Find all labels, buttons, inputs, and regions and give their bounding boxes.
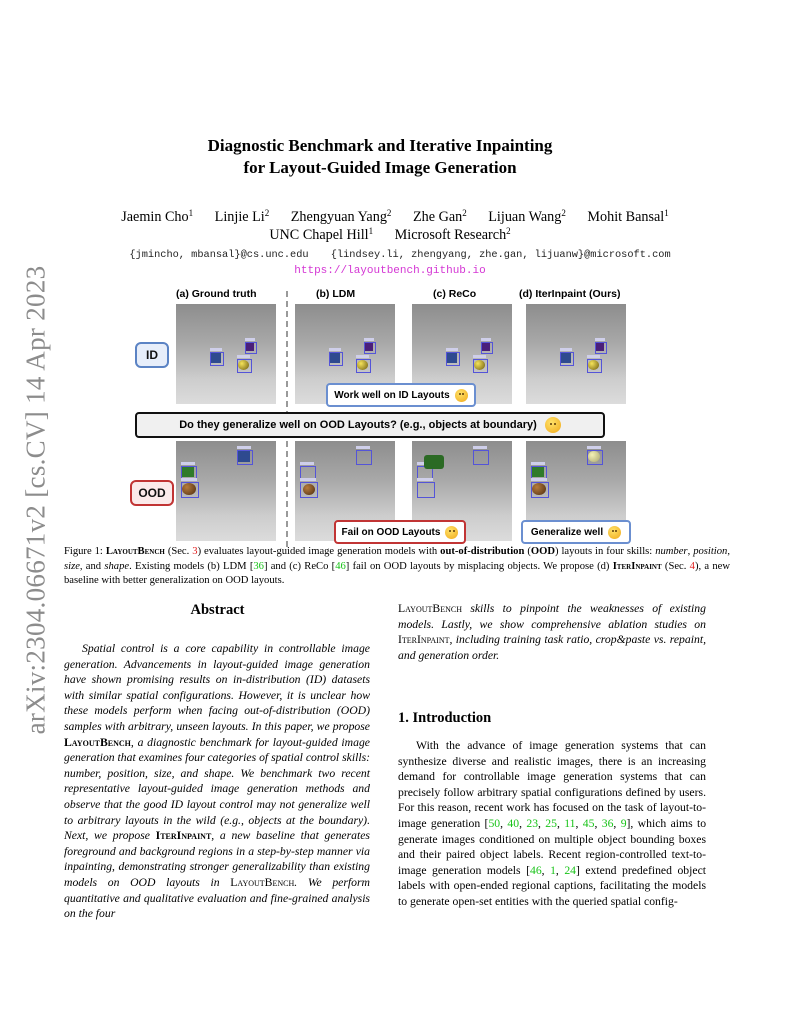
email-microsoft: {lindsey.li, zhengyang, zhe.gan, lijuanw}@microsoft.com [330,249,671,261]
affiliation: Microsoft Research$^2$ [394,226,511,243]
citation-link[interactable]: 1 [550,863,556,877]
purple-cube [246,343,254,351]
citation-link[interactable]: 11 [564,816,576,830]
citation-link[interactable]: 50 [488,816,501,830]
paper-title-line-1: Diagnostic Benchmark and Iterative Inpainting [207,136,553,155]
figure-1 [128,284,638,546]
ood-row-label: OOD [130,480,174,506]
arxiv-identifier [19,265,53,735]
brown-sphere [532,483,546,495]
bounding-box [417,482,435,498]
section-link[interactable]: 4 [689,560,695,572]
author: Mohit Bansal$^1$ [587,208,669,225]
column-label-ldm: (b) LDM [316,288,356,300]
project-url-link[interactable]: https://layoutbench.github.io [294,265,486,277]
author: Lijuan Wang$^2$ [488,208,566,225]
author-emails [60,249,740,261]
yellow-sphere [357,360,368,370]
affiliation: UNC Chapel Hill$^1$ [269,226,374,243]
bounding-box [473,450,489,465]
email-unc: {jmincho, mbansal}@cs.unc.edu [129,249,309,261]
purple-cube [365,343,373,351]
introduction-body: With the advance of image generation systems that can synthesize diverse and realistic images, there is an increasing demand for controllable image generation systems that can precisely follow arbitrary spatial configurations defined by users. For this reason, recent work has focused on the task of layout-to-image generation [50, 40, 23, 25, 11, 45, 36, 9], which aims to generate images conditioned on multiple object bounding boxes and their paired object labels. Recent region-controlled text-to-image generation models [46, 1, 24] extend predefined object labels with open-ended regional captions, facilitating the models to generate open-set entities with the queried spatial config- [398,739,707,908]
purple-cube [596,343,604,351]
thinking-face-icon [545,417,561,433]
figure-question-text: Do they generalize well on OOD Layouts? (e.g., objects at boundary) [179,419,537,431]
green-cylinder [424,455,444,469]
brown-sphere [182,483,196,495]
citation-link[interactable]: 45 [582,816,595,830]
column-label-ground-truth: (a) Ground truth [176,288,257,300]
id-row-label: ID [135,342,169,368]
author: Jaemin Cho$^1$ [121,208,194,225]
section-link[interactable]: 3 [192,546,198,557]
affiliation-list [100,227,680,244]
brown-sphere [303,484,315,495]
citation-link[interactable]: 46 [335,560,346,572]
blue-cube [447,353,457,363]
blue-cube [238,451,250,462]
yellow-sphere [588,360,599,370]
citation-link[interactable]: 24 [564,863,576,877]
author: Zhengyuan Yang$^2$ [290,208,392,225]
citation-link[interactable]: 36 [253,560,264,572]
cream-sphere [588,451,600,462]
author: Zhe Gan$^2$ [412,208,467,225]
citation-link[interactable]: 25 [545,816,557,830]
purple-cube [482,343,490,351]
ood-ground-truth-image [176,441,276,541]
introduction-heading: 1. Introduction [398,710,492,726]
citation-link[interactable]: 23 [526,816,539,830]
ood-fail-callout: Fail on OOD Layouts [334,520,466,544]
citation-link[interactable]: 40 [507,816,520,830]
column-label-iterinpaint: (d) IterInpaint (Ours) [519,288,621,300]
smiling-face-icon [608,526,621,539]
green-cube [532,467,544,477]
figure-question-banner [135,412,605,438]
id-work-well-callout: Work well on ID Layouts [326,383,476,407]
id-iterinpaint-image [526,304,626,404]
paper-title-line-2: for Layout-Guided Image Generation [243,158,517,177]
id-ground-truth-image [176,304,276,404]
arxiv-identifier-text: arXiv:2304.06671v2 [cs.CV] 14 Apr 2023 [20,265,51,735]
sad-face-icon [445,526,458,539]
author: Linjie Li$^2$ [214,208,270,225]
abstract-heading: Abstract [190,602,245,618]
blue-cube [211,353,221,363]
blue-cube [330,353,340,363]
citation-link[interactable]: 46 [529,863,542,877]
figure-1-caption: Figure 1: LayoutBench (Sec. 3) evaluates layout-guided image generation models with out-of-distribution (OOD) layouts in four skills: number, position, size, and shape. Existing models (b) LDM [36] and (c) ReCo [46] fail on OOD layouts by misplacing objects. We propose (d) IterInpaint (Sec. 4), a new baseline with better generalization on OOD layouts. [64,546,730,586]
author-list [60,208,730,226]
green-cube [182,467,194,477]
smiling-face-icon [455,389,468,402]
blue-cube [561,353,571,363]
abstract-body: Spatial control is a core capability in controllable image generation. Advancements in layout-guided image generation have shown promising results on in-distribution (ID) datasets with similar spatial configurations. However, it is unclear how these models perform when facing out-of-distribution (OOD) samples with arbitrary, unseen layouts. In this paper, we propose LayoutBench, a diagnostic benchmark for layout-guided image generation that examines four categories of spatial control skills: number, position, size, and shape. We benchmark two recent representative layout-guided image generation methods and observe that the good ID layout control may not generalize well to arbitrary layouts in the wild (e.g., objects at the boundary). Next, we propose IterInpaint, a new baseline that generates foreground and background regions in a step-by-step manner via inpainting, demonstrating stronger generalizability than existing models on OOD layouts in LayoutBench. We perform quantitative and qualitative evaluation and fine-grained analysis on the four [64,642,371,921]
citation-link[interactable]: 9 [620,816,627,830]
bounding-box [356,450,372,465]
yellow-sphere [474,360,485,370]
citation-link[interactable]: 36 [601,816,614,830]
yellow-sphere [238,360,249,370]
ood-generalize-callout: Generalize well [521,520,631,544]
abstract-continuation: LayoutBench skills to pinpoint the weaknesses of existing models. Lastly, we show comprehensive ablation studies on IterInpaint, including training task ratio, crop&paste vs. repaint, and generation order. [398,602,706,662]
column-label-reco: (c) ReCo [433,288,477,300]
